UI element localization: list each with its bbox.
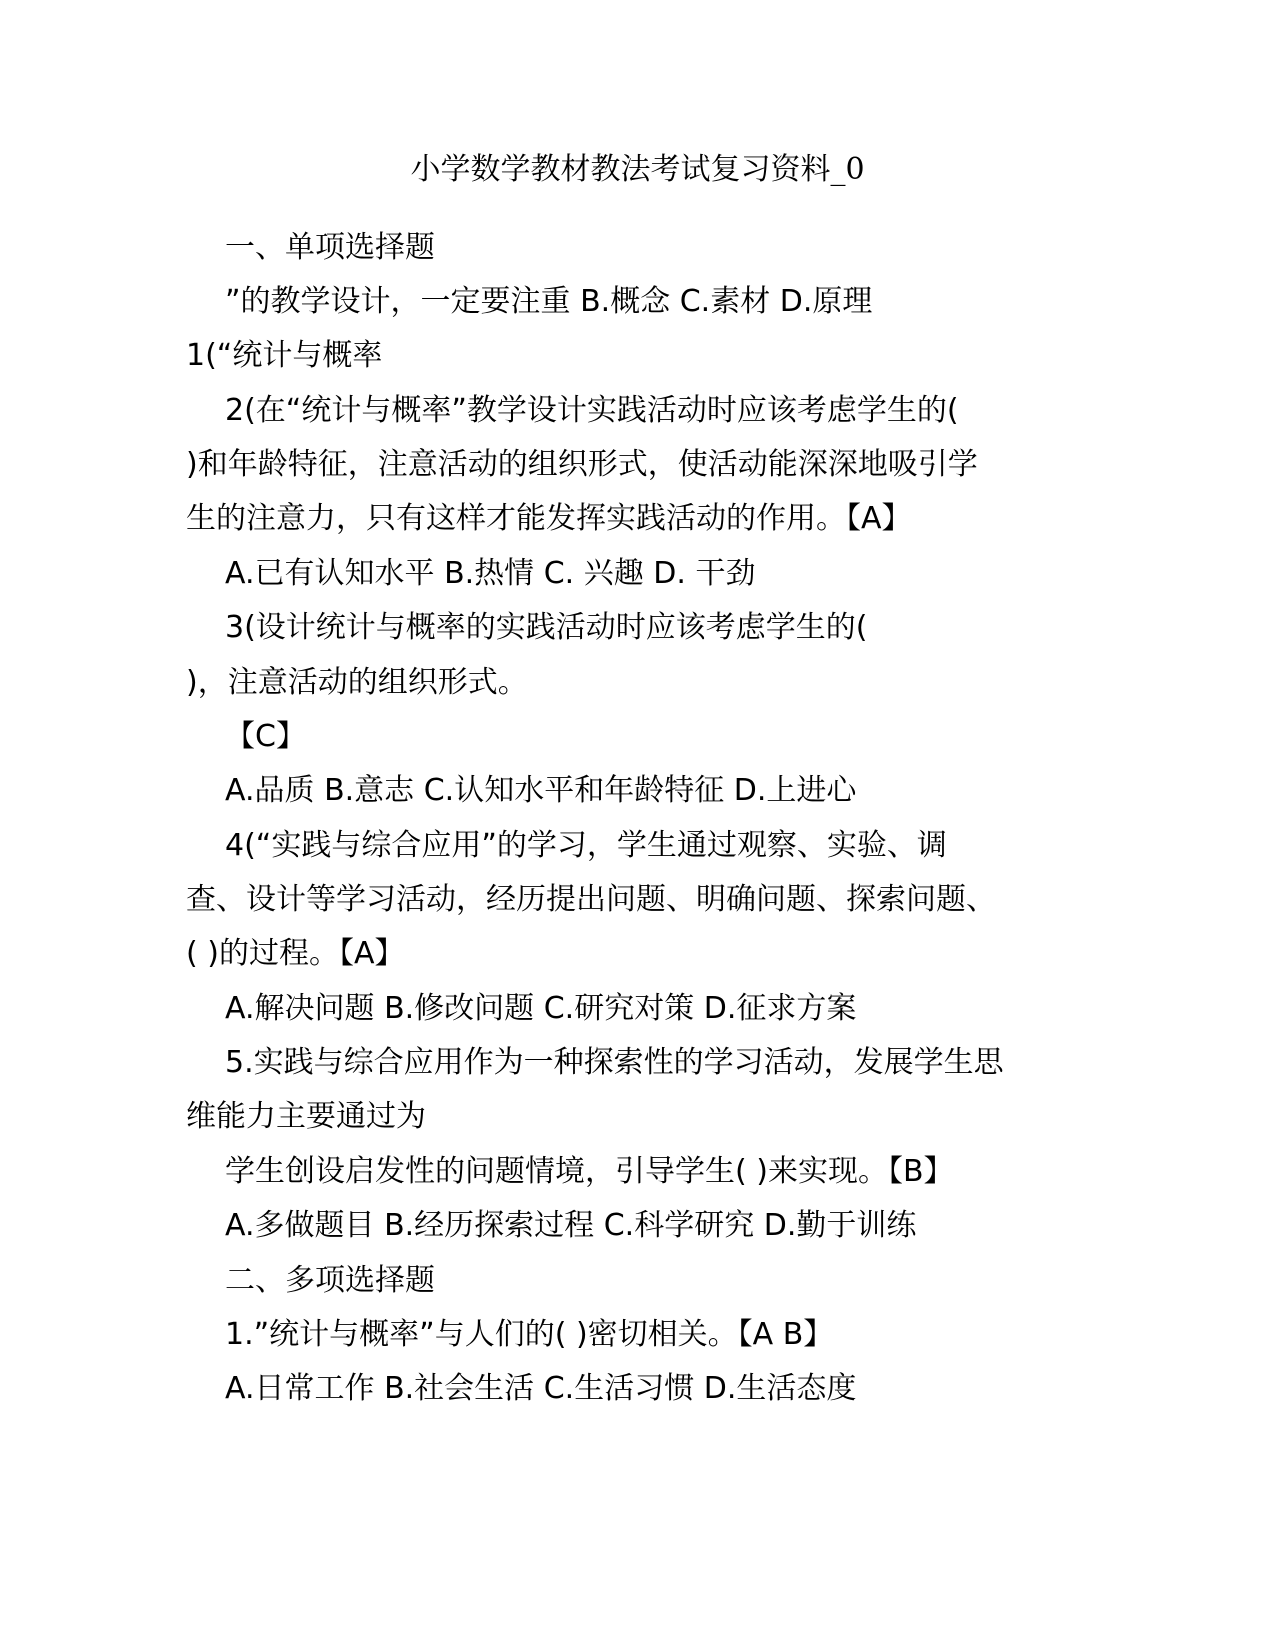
question-5: 5.实践与综合应用作为一种探索性的学习活动，发展学生思 bbox=[225, 1045, 1004, 1080]
text-line: )，注意活动的组织形式。 bbox=[186, 665, 528, 700]
question-2: 2(在“统计与概率”教学设计实践活动时应该考虑学生的( bbox=[225, 393, 959, 428]
options-line: A.多做题目 B.经历探索过程 C.科学研究 D.勤于训练 bbox=[225, 1208, 917, 1243]
text-line: ( )的过程。【A】 bbox=[186, 936, 405, 971]
options-line: A.解决问题 B.修改问题 C.研究对策 D.征求方案 bbox=[225, 991, 857, 1026]
text-line: 1(“统计与概率 bbox=[186, 338, 383, 373]
text-line: 生的注意力，只有这样才能发挥实践活动的作用。【A】 bbox=[186, 501, 912, 536]
options-line: A.日常工作 B.社会生活 C.生活习惯 D.生活态度 bbox=[225, 1371, 857, 1406]
text-line: )和年龄特征，注意活动的组织形式，使活动能深深地吸引学 bbox=[186, 447, 978, 482]
text-line: 维能力主要通过为 bbox=[186, 1099, 426, 1134]
options-line: A.品质 B.意志 C.认知水平和年龄特征 D.上进心 bbox=[225, 773, 857, 808]
section-heading-single-choice: 一、单项选择题 bbox=[225, 230, 435, 265]
question-4: 4(“实践与综合应用”的学习，学生通过观察、实验、调 bbox=[225, 828, 947, 863]
text-line: ”的教学设计，一定要注重 B.概念 C.素材 D.原理 bbox=[225, 284, 873, 319]
answer-line: 【C】 bbox=[225, 719, 306, 754]
question-multi-1: 1.”统计与概率”与人们的( )密切相关。【A B】 bbox=[225, 1317, 834, 1352]
document-title: 小学数学教材教法考试复习资料_0 bbox=[410, 152, 865, 187]
options-line: A.已有认知水平 B.热情 C. 兴趣 D. 干劲 bbox=[225, 556, 756, 591]
question-3: 3(设计统计与概率的实践活动时应该考虑学生的( bbox=[225, 610, 868, 645]
text-line: 学生创设启发性的问题情境，引导学生( )来实现。【B】 bbox=[225, 1154, 954, 1189]
text-line: 查、设计等学习活动，经历提出问题、明确问题、探索问题、 bbox=[186, 882, 996, 917]
section-heading-multiple-choice: 二、多项选择题 bbox=[225, 1263, 435, 1298]
